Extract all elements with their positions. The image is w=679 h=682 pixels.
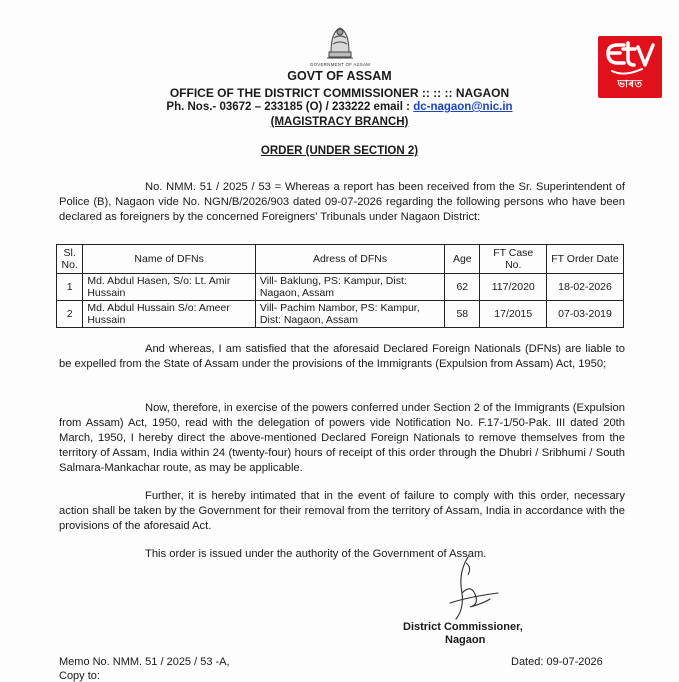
contact-line: [0, 101, 679, 113]
signatory-title: District Commissioner,: [403, 621, 523, 633]
table-header: Adress of DFNs: [255, 245, 444, 274]
table-header: Age: [445, 245, 480, 274]
table-row: [57, 301, 624, 328]
paragraph-5-text: This order is issued under the authority of the Government of Assam.: [145, 548, 487, 560]
table-cell: 17/2015: [480, 301, 547, 328]
memo-number: Memo No. NMM. 51 / 2025 / 53 -A,: [59, 656, 230, 668]
memo-date: Dated: 09-07-2026: [511, 656, 603, 668]
paragraph-2-text: And whereas, I am satisfied that the aforesaid Declared Foreign Nationals (DFNs) are liable to be expelled from the State of Assam under the provisions of the Immigrants (Expulsion from Assam) Act, 1950;: [59, 343, 625, 370]
table-cell: Md. Abdul Hasen, S/o: Lt. Amir Hussain: [83, 274, 256, 301]
emblem-caption: GOVERNMENT OF ASSAM: [309, 62, 371, 67]
govt-heading: GOVT OF ASSAM: [287, 69, 392, 83]
branch-heading: (MAGISTRACY BRANCH): [270, 116, 409, 128]
table-header: Sl. No.: [57, 245, 83, 274]
signatory-place: Nagaon: [445, 634, 486, 646]
paragraph-5: [59, 547, 625, 562]
table-cell: Md. Abdul Hussain S/o: Ameer Hussain: [83, 301, 256, 328]
email-link[interactable]: dc-nagaon@nic.in: [413, 101, 513, 113]
paragraph-4-text: Further, it is hereby intimated that in the event of failure to comply with this order, necessary action shall be taken by the Government for their removal from the territory of Assam, India in accordance with the provisions of the aforesaid Act.: [59, 490, 625, 532]
table-header-row: [57, 245, 624, 274]
table-cell: 18-02-2026: [547, 274, 624, 301]
paragraph-3: [59, 401, 625, 476]
copy-to-label: Copy to:: [59, 670, 100, 682]
table-row: [57, 274, 624, 301]
paragraph-1: [59, 180, 625, 225]
table-cell: 62: [445, 274, 480, 301]
paragraph-2: [59, 342, 625, 372]
office-heading: OFFICE OF THE DISTRICT COMMISSIONER :: :: :: NAGAON: [169, 86, 510, 100]
table-cell: 117/2020: [480, 274, 547, 301]
phone-text: Ph. Nos.- 03672 – 233185 (O) / 233222 email :: [166, 101, 414, 113]
paragraph-1-text: No. NMM. 51 / 2025 / 53 = Whereas a report has been received from the Sr. Superintendent of Police (B), Nagaon vide No. NGN/B/2026/903 dated 09-07-2026 regarding the following persons who have been declared as foreigners by the concerned Foreigners' Tribunals under Nagaon District:: [59, 181, 625, 223]
paragraph-3-text: Now, therefore, in exercise of the powers conferred under Section 2 of the Immigrants (Expulsion from Assam) Act, 1950, read with the delegation of powers vide Notification No. F.17-1/50-Pak. III dated 20th March, 1950, I hereby direct the above-mentioned Declared Foreign Nationals to remove themselves from the territory of Assam, India within 24 (twenty-four) hours of receipt of this order through the Dhubri / Sribhumi / South Salmara-Mankachar route, as may be applicable.: [59, 402, 625, 474]
table-header: FT Order Date: [547, 245, 624, 274]
table-cell: Vill- Baklung, PS: Kampur, Dist: Nagaon, Assam: [255, 274, 444, 301]
table-header: Name of DFNs: [83, 245, 256, 274]
table-cell: 2: [57, 301, 83, 328]
table-cell: 58: [445, 301, 480, 328]
dfn-table: [56, 244, 624, 328]
state-emblem-icon: [321, 22, 359, 66]
paragraph-4: [59, 489, 625, 534]
table-cell: Vill- Pachim Nambor, PS: Kampur, Dist: Nagaon, Assam: [255, 301, 444, 328]
order-title: ORDER (UNDER SECTION 2): [260, 145, 419, 157]
table-cell: 07-03-2019: [547, 301, 624, 328]
table-header: FT Case No.: [480, 245, 547, 274]
table-cell: 1: [57, 274, 83, 301]
handwritten-signature: [428, 553, 508, 625]
logo-subtitle: ভাৰত: [617, 79, 643, 90]
signatory-block: [403, 621, 523, 647]
